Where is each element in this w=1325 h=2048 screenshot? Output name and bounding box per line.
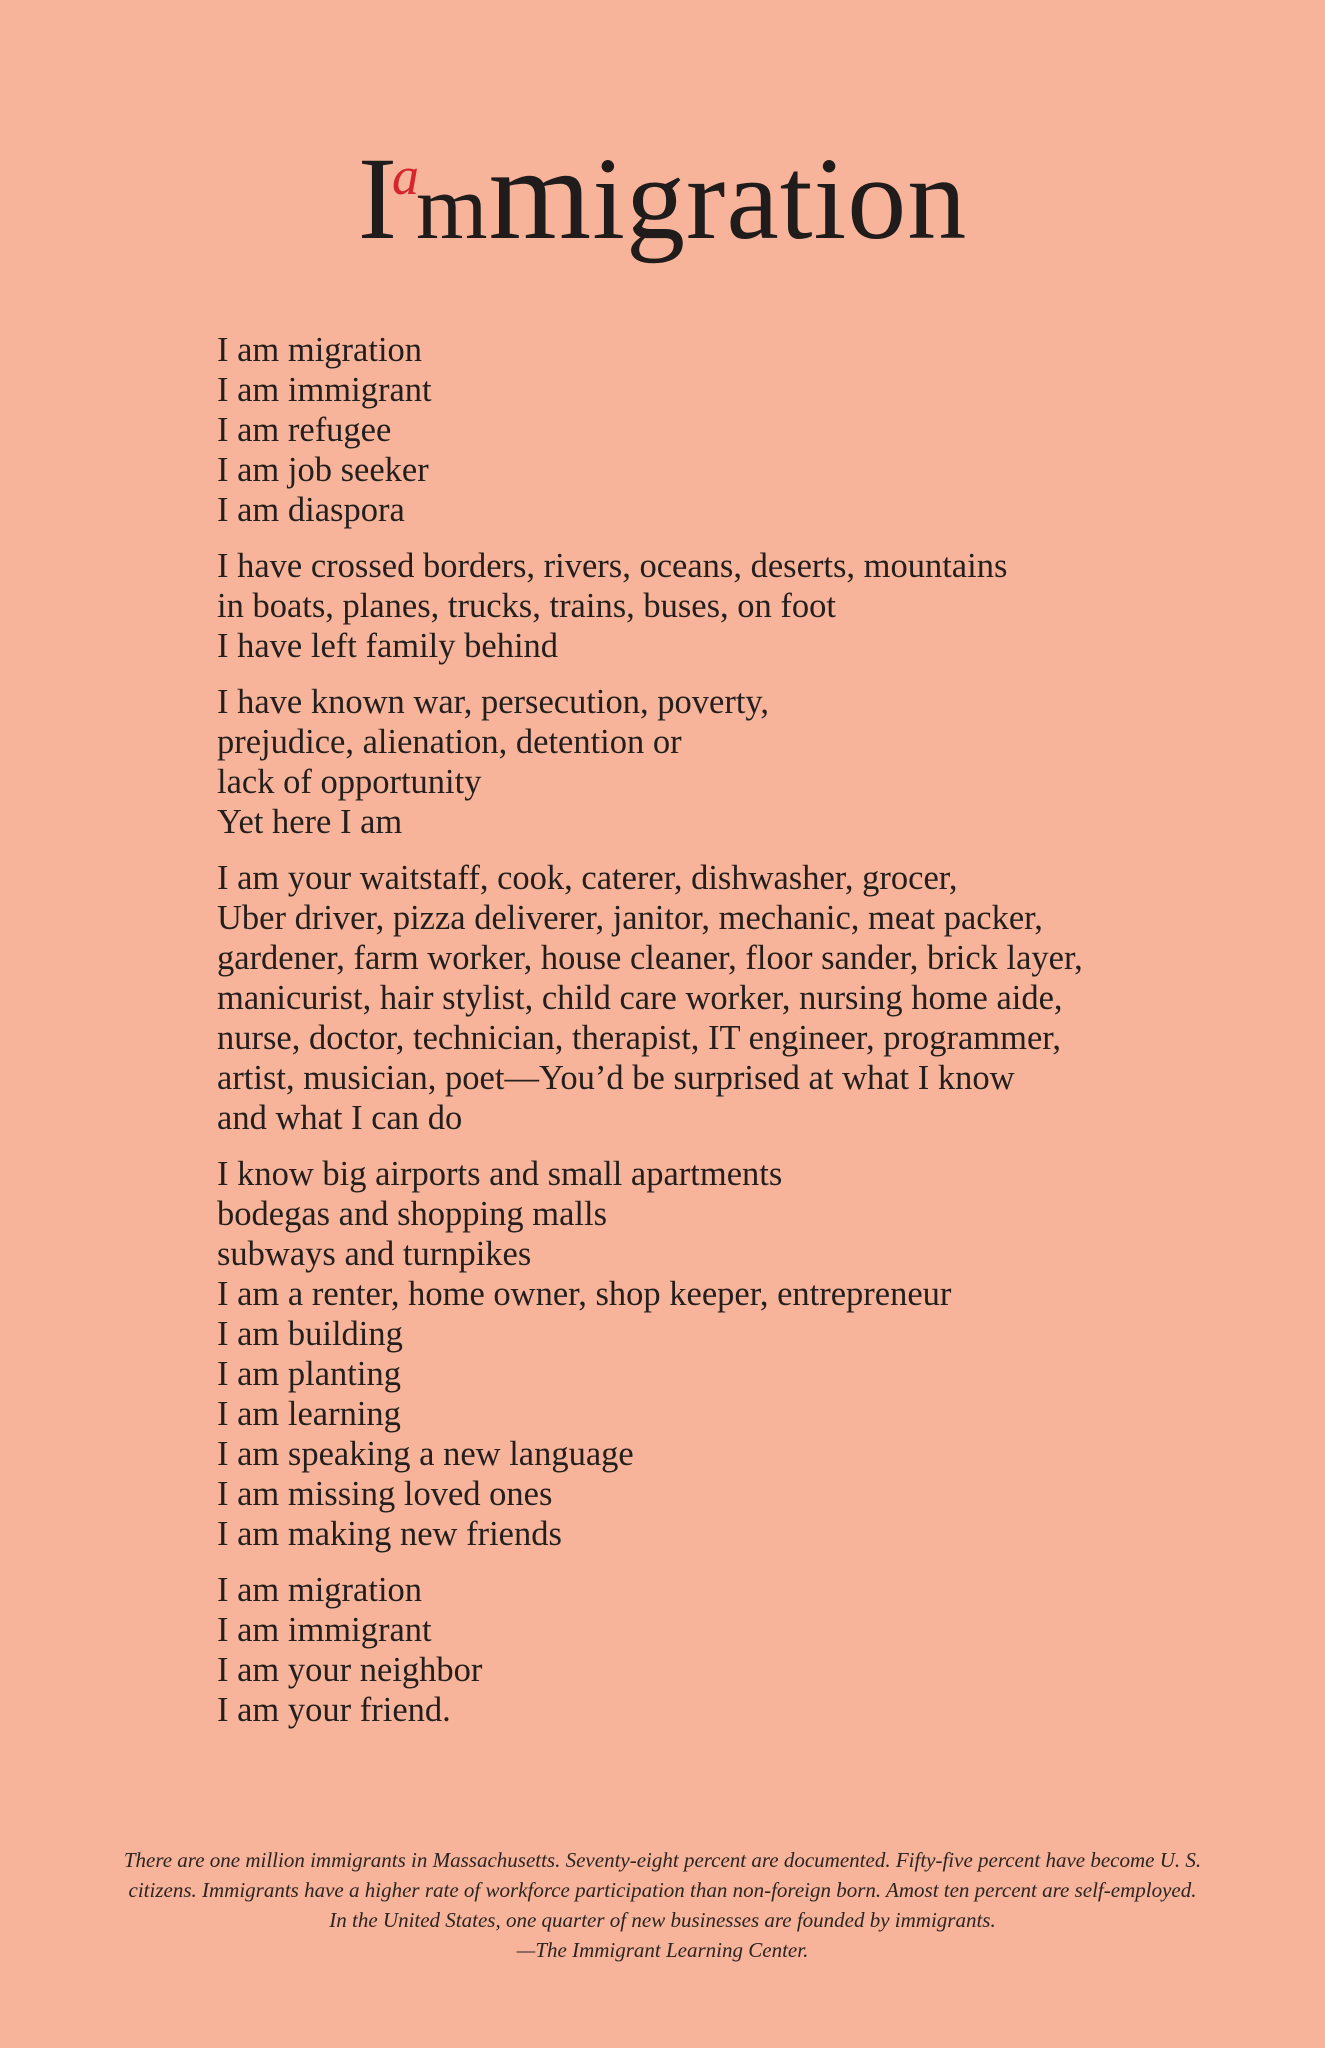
poem-line: I am making new friends (217, 1515, 562, 1553)
poster-title (0, 120, 1325, 267)
poem-line: I have crossed borders, rivers, oceans, deserts, mountains (217, 547, 1008, 585)
poem-line: I am your friend. (217, 1691, 451, 1729)
poem-line: nurse, doctor, technician, therapist, IT engineer, programmer, (217, 1019, 1061, 1057)
poem-line: I am diaspora (217, 491, 405, 529)
poem-line: artist, musician, poet—You’d be surprised at what I know (217, 1059, 1015, 1097)
poem-stanza (217, 858, 1177, 1138)
poem-line: manicurist, hair stylist, child care worker, nursing home aide, (217, 979, 1063, 1017)
poem-line: Uber driver, pizza deliverer, janitor, mechanic, meat packer, (217, 899, 1043, 937)
poem-line: I know big airports and small apartments (217, 1155, 783, 1193)
footnote-attribution: —The Immigrant Learning Center. (516, 1938, 809, 1962)
poem-line: I am migration (217, 1571, 423, 1609)
poem-line: and what I can do (217, 1099, 463, 1137)
poem-line: I am speaking a new language (217, 1435, 634, 1473)
poem-line: I have known war, persecution, poverty, (217, 683, 770, 721)
poem-line: I am your waitstaff, cook, caterer, dishwasher, grocer, (217, 859, 958, 897)
poem-line: in boats, planes, trucks, trains, buses, on foot (217, 587, 836, 625)
poem-line: prejudice, alienation, detention or (217, 723, 682, 761)
poem-line: I am immigrant (217, 1611, 432, 1649)
poem-line: I am migration (217, 331, 423, 369)
poem-line: Yet here I am (217, 803, 403, 841)
poem-line: I am your neighbor (217, 1651, 483, 1689)
poem-line: I am learning (217, 1395, 401, 1433)
poem-line: I am a renter, home owner, shop keeper, entrepreneur (217, 1275, 952, 1313)
poem-line: I am building (217, 1315, 403, 1353)
poem-line: gardener, farm worker, house cleaner, floor sander, brick layer, (217, 939, 1083, 977)
title-letter-a-accent: a (392, 146, 420, 206)
title-rest: igration (592, 133, 968, 264)
title-letter-m-small: m (416, 156, 489, 258)
title-letter-i: I (357, 133, 398, 264)
footnote (120, 1845, 1205, 1965)
poem-stanza (217, 330, 1177, 530)
poem-line: I am missing loved ones (217, 1475, 553, 1513)
title-letter-m-large: m (488, 120, 593, 267)
poem (217, 330, 1177, 1746)
poem-line: I am refugee (217, 411, 392, 449)
poem-line: I am job seeker (217, 451, 429, 489)
poem-line: bodegas and shopping malls (217, 1195, 607, 1233)
poem-line: I am planting (217, 1355, 401, 1393)
poem-line: I am immigrant (217, 371, 432, 409)
poem-stanza (217, 1154, 1177, 1554)
poem-line: subways and turnpikes (217, 1235, 532, 1273)
poem-stanza (217, 546, 1177, 666)
poem-stanza (217, 682, 1177, 842)
footnote-text: There are one million immigrants in Massachusetts. Seventy-eight percent are documented. Fifty-five percent have become U. S. citizens. Immigrants have a higher rate of workforce participation than non-foreign born. Amost ten percent are self-employed. In the United States, one quarter of new businesses are founded by immigrants. (123, 1848, 1202, 1932)
poem-line: I have left family behind (217, 627, 559, 665)
poem-stanza (217, 1570, 1177, 1730)
poem-line: lack of opportunity (217, 763, 482, 801)
